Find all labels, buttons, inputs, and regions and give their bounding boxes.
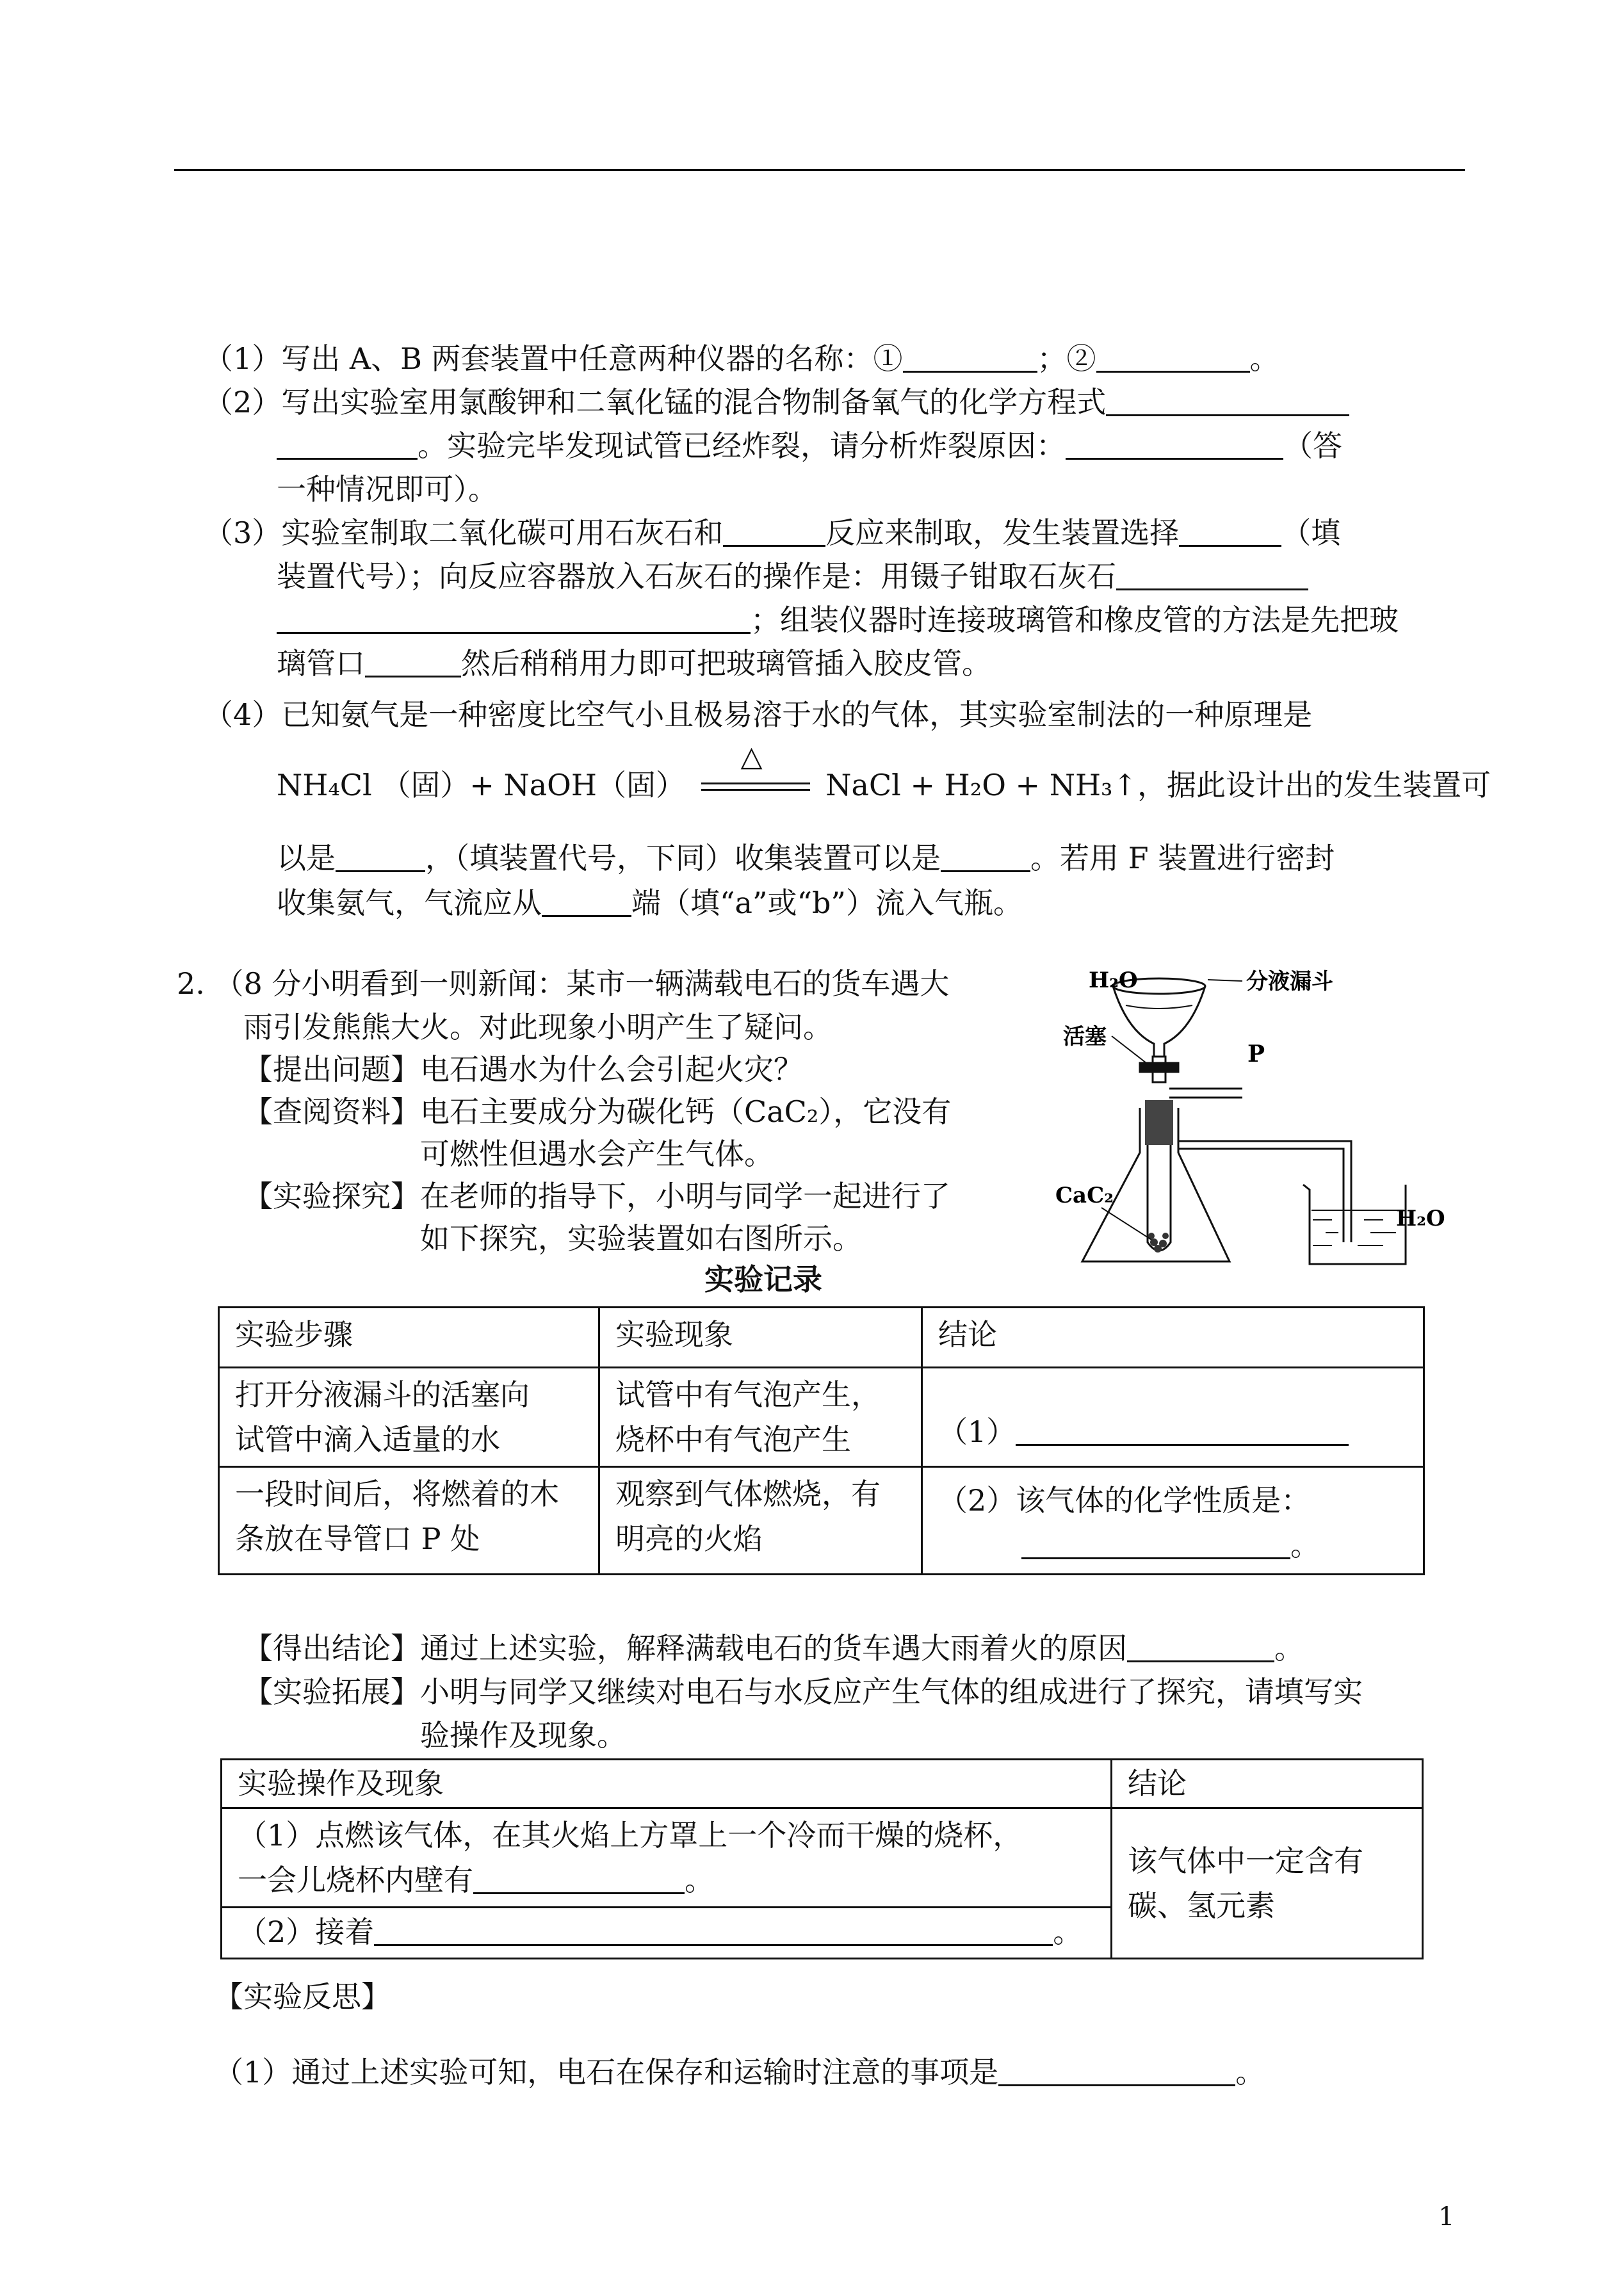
answer-blank[interactable] [941, 842, 1030, 872]
answer-blank[interactable] [998, 2056, 1235, 2086]
answer-blank[interactable] [542, 887, 631, 917]
side-tube [1169, 1089, 1242, 1098]
q2-question: 【提出问题】电石遇水为什么会引起火灾？ [243, 1052, 803, 1087]
experiment-record-table [218, 1306, 1425, 1575]
delivery-tube [1178, 1141, 1351, 1242]
answer-blank[interactable] [473, 1864, 685, 1894]
apparatus-diagram [1050, 961, 1486, 1274]
beaker [1303, 1185, 1406, 1264]
header-cell: 实验现象 [599, 1308, 922, 1368]
header-rule [174, 169, 1465, 171]
answer-blank[interactable] [365, 647, 461, 677]
q2-reflection-heading: 【实验反思】 [214, 1979, 391, 2014]
q2-explore-line1: 【实验探究】在老师的指导下，小明与同学一起进行了 [243, 1179, 950, 1213]
answer-blank[interactable] [1016, 1416, 1349, 1446]
calcium-carbide [1148, 1233, 1169, 1253]
label-stopcock: 活塞 [1063, 1024, 1107, 1050]
q2-extension-line1: 【实验拓展】小明与同学又继续对电石与水反应产生气体的组成进行了探究，请填写实 [243, 1675, 1363, 1709]
table-header-row [222, 1760, 1423, 1808]
answer-blank[interactable] [1021, 1529, 1290, 1559]
label-h2o-beaker: H₂O [1396, 1206, 1445, 1231]
header-cell: 结论 [922, 1308, 1424, 1368]
q2-reflection-1: （1）通过上述实验可知，电石在保存和运输时注意的事项是 。 [214, 2055, 1265, 2089]
q1-part4-line1: （4）已知氨气是一种密度比空气小且极易溶于水的气体，其实验室制法的一种原理是 [204, 697, 1313, 732]
q1-part3-line4: 璃管口 然后稍稍用力即可把玻璃管插入胶皮管。 [277, 646, 991, 681]
conclusion-cell: 该气体中一定含有 碳、氢元素 [1112, 1808, 1423, 1959]
q1-part2-line3: 一种情况即可）。 [277, 472, 498, 507]
page-number: 1 [1438, 2202, 1455, 2232]
header-cell: 实验步骤 [219, 1308, 599, 1368]
answer-blank[interactable] [1127, 1632, 1274, 1662]
q2-info-line1: 【查阅资料】电石主要成分为碳化钙（CaC₂），它没有 [243, 1094, 952, 1129]
answer-blank[interactable] [277, 430, 418, 460]
q2-intro-line1: 2. （8 分小明看到一则新闻：某市一辆满载电石的货车遇大 [177, 966, 950, 1001]
q1-part3-line3: ；组装仪器时连接玻璃管和橡皮管的方法是先把玻 [277, 601, 1399, 639]
answer-blank[interactable] [277, 604, 751, 634]
answer-blank[interactable] [1106, 386, 1349, 416]
answer-blank[interactable] [374, 1916, 1053, 1946]
table-row [219, 1467, 1424, 1575]
header-cell: 实验操作及现象 [222, 1760, 1112, 1808]
conclusion-cell: （2）该气体的化学性质是： 。 [922, 1467, 1424, 1575]
step-cell: 打开分液漏斗的活塞向 试管中滴入适量的水 [219, 1368, 599, 1467]
answer-blank[interactable] [903, 343, 1037, 373]
q2-intro-line2: 雨引发熊熊大火。对此现象小明产生了疑问。 [243, 1010, 832, 1044]
q1-part3-line1: （3）实验室制取二氧化碳可用石灰石和 反应来制取，发生装置选择 （填 [204, 515, 1341, 550]
table1-title: 实验记录 [704, 1262, 822, 1297]
q1-part3-line2: 装置代号）；向反应容器放入石灰石的操作是：用镊子钳取石灰石 [277, 557, 1308, 596]
table-header-row [219, 1308, 1424, 1368]
step-cell: 一段时间后，将燃着的木 条放在导管口 P 处 [219, 1467, 599, 1575]
answer-blank[interactable] [1066, 430, 1283, 460]
answer-blank[interactable] [336, 842, 425, 872]
label-p: P [1247, 1041, 1265, 1067]
label-cac2: CaC₂ [1055, 1183, 1114, 1208]
q2-explore-line2: 如下探究，实验装置如右图所示。 [420, 1221, 862, 1256]
answer-blank[interactable] [1116, 560, 1308, 590]
heat-condition: △ [695, 766, 816, 804]
operation-cell: （1）点燃该气体，在其火焰上方罩上一个冷而干燥的烧杯， 一会儿烧杯内壁有 。 [222, 1808, 1112, 1908]
answer-blank[interactable] [1179, 517, 1281, 547]
extension-table [220, 1758, 1424, 1959]
rubber-stopper [1145, 1100, 1173, 1145]
phenomenon-cell: 观察到气体燃烧，有 明亮的火焰 [599, 1467, 922, 1575]
label-h2o-top: H₂O [1089, 968, 1138, 993]
operation-cell: （2）接着 。 [222, 1908, 1112, 1959]
q1-part2-line2: 。实验完毕发现试管已经炸裂，请分析炸裂原因： （答 [277, 426, 1342, 465]
q1-part4-line3: 以是 ，（填装置代号，下同）收集装置可以是 。若用 F 装置进行密封 [277, 841, 1335, 875]
header-cell: 结论 [1112, 1760, 1423, 1808]
q1-part4-line4: 收集氨气，气流应从 端（填“a”或“b”）流入气瓶。 [277, 886, 1023, 920]
q1-part1: （1）写出 A、B 两套装置中任意两种仪器的名称：① ；② 。 [204, 341, 1279, 376]
answer-blank[interactable] [723, 517, 825, 547]
conclusion-cell: （1） [922, 1368, 1424, 1467]
label-funnel: 分液漏斗 [1246, 969, 1333, 994]
q2-conclusion: 【得出结论】通过上述实验，解释满载电石的货车遇大雨着火的原因 。 [243, 1631, 1304, 1666]
q2-info-line2: 可燃性但遇水会产生气体。 [420, 1137, 774, 1171]
q1-part4-equation: NH₄Cl （固）+ NaOH（固） △ NaCl + H₂O + NH₃↑，据此设计出的发生装置可 [277, 766, 1491, 804]
phenomenon-cell: 试管中有气泡产生， 烧杯中有气泡产生 [599, 1368, 922, 1467]
table-row [219, 1368, 1424, 1467]
answer-blank[interactable] [1096, 343, 1250, 373]
q1-part2-line1: （2）写出实验室用氯酸钾和二氧化锰的混合物制备氧气的化学方程式 [204, 383, 1349, 421]
beaker-water [1311, 1210, 1404, 1245]
table-row [222, 1808, 1423, 1908]
q2-extension-line2: 验操作及现象。 [420, 1718, 626, 1753]
equals-double-line [701, 783, 810, 784]
stopcock [1140, 1063, 1178, 1072]
